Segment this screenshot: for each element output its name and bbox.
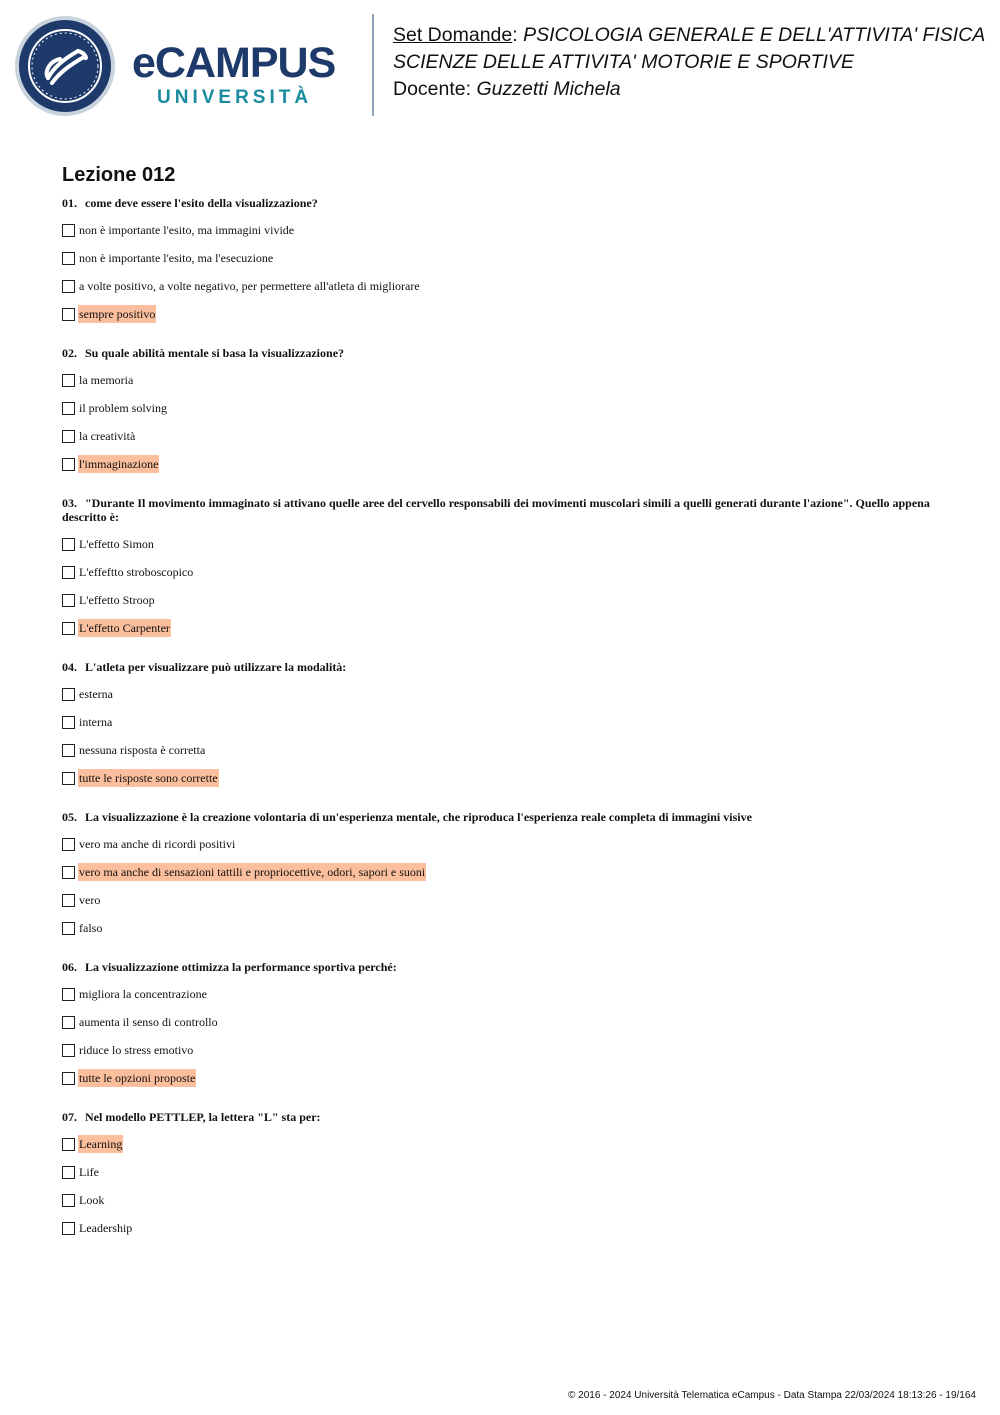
question-7 — [62, 1110, 942, 1237]
question-prompt: L'atleta per visualizzare può utilizzare la modalità: — [85, 660, 347, 674]
page-footer: © 2016 - 2024 Università Telematica eCampus - Data Stampa 22/03/2024 18:13:26 - 19/164 — [568, 1390, 976, 1401]
answer-label: vero ma anche di ricordi positivi — [79, 837, 236, 851]
answer-option[interactable] — [62, 713, 942, 731]
course-line-1: Set Domande: PSICOLOGIA GENERALE E DELL'ATTIVITA' FISICA — [393, 24, 986, 46]
answer-checkbox[interactable] — [62, 622, 75, 635]
answer-label: esterna — [79, 687, 113, 701]
answer-checkbox[interactable] — [62, 866, 75, 879]
answer-option[interactable] — [62, 1069, 942, 1087]
answer-option[interactable] — [62, 741, 942, 759]
correct-answer-label: tutte le opzioni proposte — [79, 1071, 196, 1085]
brand-logo — [132, 40, 357, 112]
question-number: 03. — [62, 496, 77, 510]
answer-option[interactable] — [62, 863, 942, 881]
course-info — [393, 22, 985, 103]
answer-label: non è importante l'esito, ma immagini vivide — [79, 223, 295, 237]
answer-checkbox[interactable] — [62, 1016, 75, 1029]
answer-option[interactable] — [62, 835, 942, 853]
teacher-name: Guzzetti Michela — [476, 78, 621, 100]
question-prompt: Su quale abilità mentale si basa la visualizzazione? — [85, 346, 345, 360]
question-number: 02. — [62, 346, 77, 360]
question-number: 06. — [62, 960, 77, 974]
question-text — [62, 660, 942, 674]
question-3 — [62, 496, 942, 637]
correct-answer-label: vero ma anche di sensazioni tattili e propriocettive, odori, sapori e suoni — [79, 865, 426, 879]
answer-option[interactable] — [62, 399, 942, 417]
answer-checkbox[interactable] — [62, 280, 75, 293]
question-number: 07. — [62, 1110, 77, 1124]
answer-label: L'effetto Stroop — [79, 593, 155, 607]
answer-option[interactable] — [62, 427, 942, 445]
answer-option[interactable] — [62, 455, 942, 473]
answer-checkbox[interactable] — [62, 538, 75, 551]
question-text — [62, 496, 942, 524]
answer-label: riduce lo stress emotivo — [79, 1043, 194, 1057]
answer-option[interactable] — [62, 685, 942, 703]
answer-option[interactable] — [62, 985, 942, 1003]
question-1 — [62, 196, 942, 323]
answer-checkbox[interactable] — [62, 1166, 75, 1179]
answer-checkbox[interactable] — [62, 772, 75, 785]
set-label: Set Domande — [393, 24, 513, 46]
answer-label: la memoria — [79, 373, 134, 387]
answer-checkbox[interactable] — [62, 566, 75, 579]
answer-label: falso — [79, 921, 103, 935]
answer-checkbox[interactable] — [62, 458, 75, 471]
question-2 — [62, 346, 942, 473]
answer-option[interactable] — [62, 591, 942, 609]
answer-option[interactable] — [62, 919, 942, 937]
question-prompt: La visualizzazione ottimizza la performance sportiva perché: — [85, 960, 397, 974]
answer-checkbox[interactable] — [62, 894, 75, 907]
answer-option[interactable] — [62, 1041, 942, 1059]
correct-answer-label: sempre positivo — [79, 307, 156, 321]
answer-checkbox[interactable] — [62, 1222, 75, 1235]
answer-checkbox[interactable] — [62, 430, 75, 443]
university-seal-icon — [14, 15, 116, 117]
question-prompt: "Durante Il movimento immaginato si attivano quelle aree del cervello responsabili dei movimenti muscolari simili a quelli generati durante l'azione". Quello appena descritto è: — [62, 496, 930, 524]
answer-checkbox[interactable] — [62, 402, 75, 415]
answer-label: Life — [79, 1165, 99, 1179]
answer-label: la creatività — [79, 429, 136, 443]
answer-option[interactable] — [62, 1191, 942, 1209]
answer-option[interactable] — [62, 1135, 942, 1153]
question-list — [62, 196, 942, 1237]
answer-label: Look — [79, 1193, 105, 1207]
lesson-title: Lezione 012 — [62, 164, 176, 186]
answer-checkbox[interactable] — [62, 1072, 75, 1085]
answer-option[interactable] — [62, 563, 942, 581]
question-5 — [62, 810, 942, 937]
question-text — [62, 960, 942, 974]
answer-option[interactable] — [62, 1219, 942, 1237]
correct-answer-label: l'immaginazione — [79, 457, 159, 471]
answer-label: interna — [79, 715, 113, 729]
answer-checkbox[interactable] — [62, 744, 75, 757]
answer-checkbox[interactable] — [62, 308, 75, 321]
answer-option[interactable] — [62, 305, 942, 323]
answer-option[interactable] — [62, 371, 942, 389]
answer-checkbox[interactable] — [62, 1194, 75, 1207]
answer-label: migliora la concentrazione — [79, 987, 207, 1001]
header-divider — [372, 14, 374, 116]
answer-checkbox[interactable] — [62, 716, 75, 729]
brand-name: eCAMPUS — [132, 39, 336, 87]
answer-checkbox[interactable] — [62, 594, 75, 607]
question-number: 01. — [62, 196, 77, 210]
answer-label: non è importante l'esito, ma l'esecuzione — [79, 251, 274, 265]
teacher-label: Docente: — [393, 78, 472, 100]
answer-option[interactable] — [62, 891, 942, 909]
question-text — [62, 810, 942, 824]
answer-label: Leadership — [79, 1221, 133, 1235]
question-text — [62, 196, 942, 210]
answer-label: vero — [79, 893, 101, 907]
answer-checkbox[interactable] — [62, 988, 75, 1001]
answer-option[interactable] — [62, 619, 942, 637]
correct-answer-label: Learning — [79, 1137, 123, 1151]
answer-checkbox[interactable] — [62, 224, 75, 237]
answer-option[interactable] — [62, 277, 942, 295]
question-text — [62, 1110, 942, 1124]
brand-subtitle: UNIVERSITÀ — [157, 87, 313, 108]
course-name: PSICOLOGIA GENERALE E DELL'ATTIVITA' FISICA — [523, 24, 986, 46]
answer-label: il problem solving — [79, 401, 167, 415]
answer-label: aumenta il senso di controllo — [79, 1015, 218, 1029]
answer-option[interactable] — [62, 535, 942, 553]
answer-label: L'effetto Simon — [79, 537, 154, 551]
answer-option[interactable] — [62, 249, 942, 267]
answer-checkbox[interactable] — [62, 1044, 75, 1057]
question-prompt: Nel modello PETTLEP, la lettera "L" sta per: — [85, 1110, 321, 1124]
question-prompt: come deve essere l'esito della visualizzazione? — [85, 196, 318, 210]
teacher-line — [393, 76, 985, 103]
answer-option[interactable] — [62, 1013, 942, 1031]
answer-option[interactable] — [62, 221, 942, 239]
answer-checkbox[interactable] — [62, 374, 75, 387]
question-set — [62, 162, 942, 1260]
question-prompt: La visualizzazione è la creazione volontaria di un'esperienza mentale, che riproduca l'esperienza reale completa di immagini visive — [85, 810, 752, 824]
answer-option[interactable] — [62, 769, 942, 787]
answer-checkbox[interactable] — [62, 922, 75, 935]
correct-answer-label: L'effetto Carpenter — [79, 621, 170, 635]
question-4 — [62, 660, 942, 787]
question-text — [62, 346, 942, 360]
answer-label: L'effeftto stroboscopico — [79, 565, 194, 579]
answer-checkbox[interactable] — [62, 838, 75, 851]
answer-option[interactable] — [62, 1163, 942, 1181]
answer-label: a volte positivo, a volte negativo, per permettere all'atleta di migliorare — [79, 279, 420, 293]
question-6 — [62, 960, 942, 1087]
answer-label: nessuna risposta è corretta — [79, 743, 206, 757]
course-line-2: SCIENZE DELLE ATTIVITA' MOTORIE E SPORTIVE — [393, 51, 854, 73]
question-number: 05. — [62, 810, 77, 824]
correct-answer-label: tutte le risposte sono corrette — [79, 771, 218, 785]
question-number: 04. — [62, 660, 77, 674]
answer-checkbox[interactable] — [62, 1138, 75, 1151]
answer-checkbox[interactable] — [62, 688, 75, 701]
answer-checkbox[interactable] — [62, 252, 75, 265]
page-header — [0, 0, 1000, 130]
